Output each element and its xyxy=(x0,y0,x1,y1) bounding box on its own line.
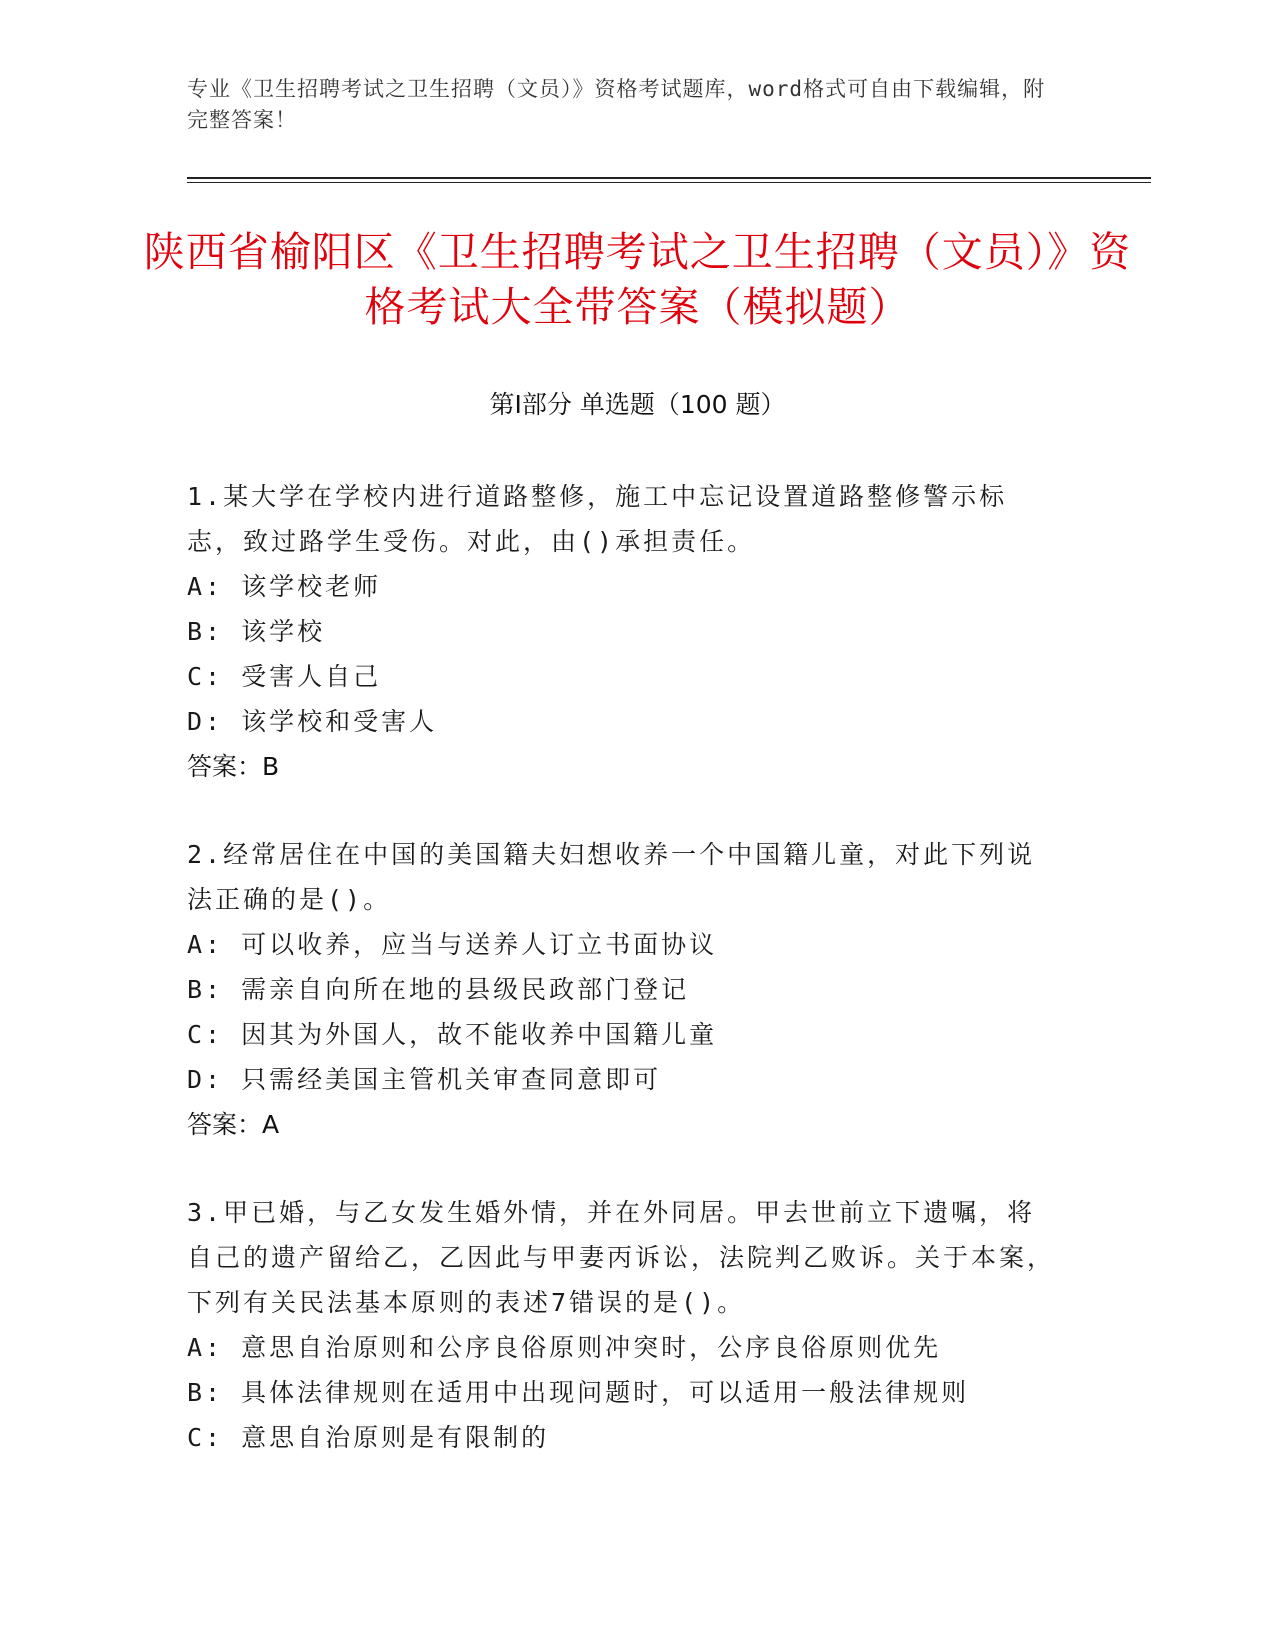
option-c: C: 受害人自己 xyxy=(187,662,382,691)
option-c: C: 因其为外国人，故不能收养中国籍儿童 xyxy=(187,1020,718,1049)
answer-label: 答案：B xyxy=(187,752,280,781)
document-title: 陕西省榆阳区《卫生招聘考试之卫生招聘（文员）》资格考试大全带答案（模拟题） xyxy=(143,228,1132,331)
question-text: 2.经常居住在中国的美国籍夫妇想收养一个中国籍儿童，对此下列说法正确的是()。 xyxy=(187,840,1036,914)
header-note: 专业《卫生招聘考试之卫生招聘（文员）》资格考试题库，word格式可自由下载编辑，附完整答案！ xyxy=(187,77,1046,132)
question-item xyxy=(187,1190,1057,1460)
question-list xyxy=(187,474,1057,1503)
option-a: A: 意思自治原则和公序良俗原则冲突时，公序良俗原则优先 xyxy=(187,1333,942,1362)
option-a: A: 该学校老师 xyxy=(187,572,382,601)
section-heading: 第Ⅰ部分 单选题（100 题） xyxy=(489,390,786,419)
question-item xyxy=(187,832,1057,1147)
header-rule-thin xyxy=(187,182,1151,183)
option-c: C: 意思自治原则是有限制的 xyxy=(187,1423,550,1452)
question-text: 3.甲已婚，与乙女发生婚外情，并在外同居。甲去世前立下遗嘱，将自己的遗产留给乙，乙因此与甲妻丙诉讼，法院判乙败诉。关于本案，下列有关民法基本原则的表述7错误的是()。 xyxy=(187,1198,1056,1317)
option-b: B: 该学校 xyxy=(187,617,326,646)
option-b: B: 具体法律规则在适用中出现问题时，可以适用一般法律规则 xyxy=(187,1378,970,1407)
question-text: 1.某大学在学校内进行道路整修，施工中忘记设置道路整修警示标志，致过路学生受伤。对此，由()承担责任。 xyxy=(187,482,1008,556)
option-b: B: 需亲自向所在地的县级民政部门登记 xyxy=(187,975,690,1004)
question-item xyxy=(187,474,1057,789)
answer-label: 答案：A xyxy=(187,1110,280,1139)
option-d: D: 该学校和受害人 xyxy=(187,707,438,736)
header-rule-thick xyxy=(187,177,1151,179)
option-a: A: 可以收养，应当与送养人订立书面协议 xyxy=(187,930,718,959)
option-d: D: 只需经美国主管机关审查同意即可 xyxy=(187,1065,662,1094)
